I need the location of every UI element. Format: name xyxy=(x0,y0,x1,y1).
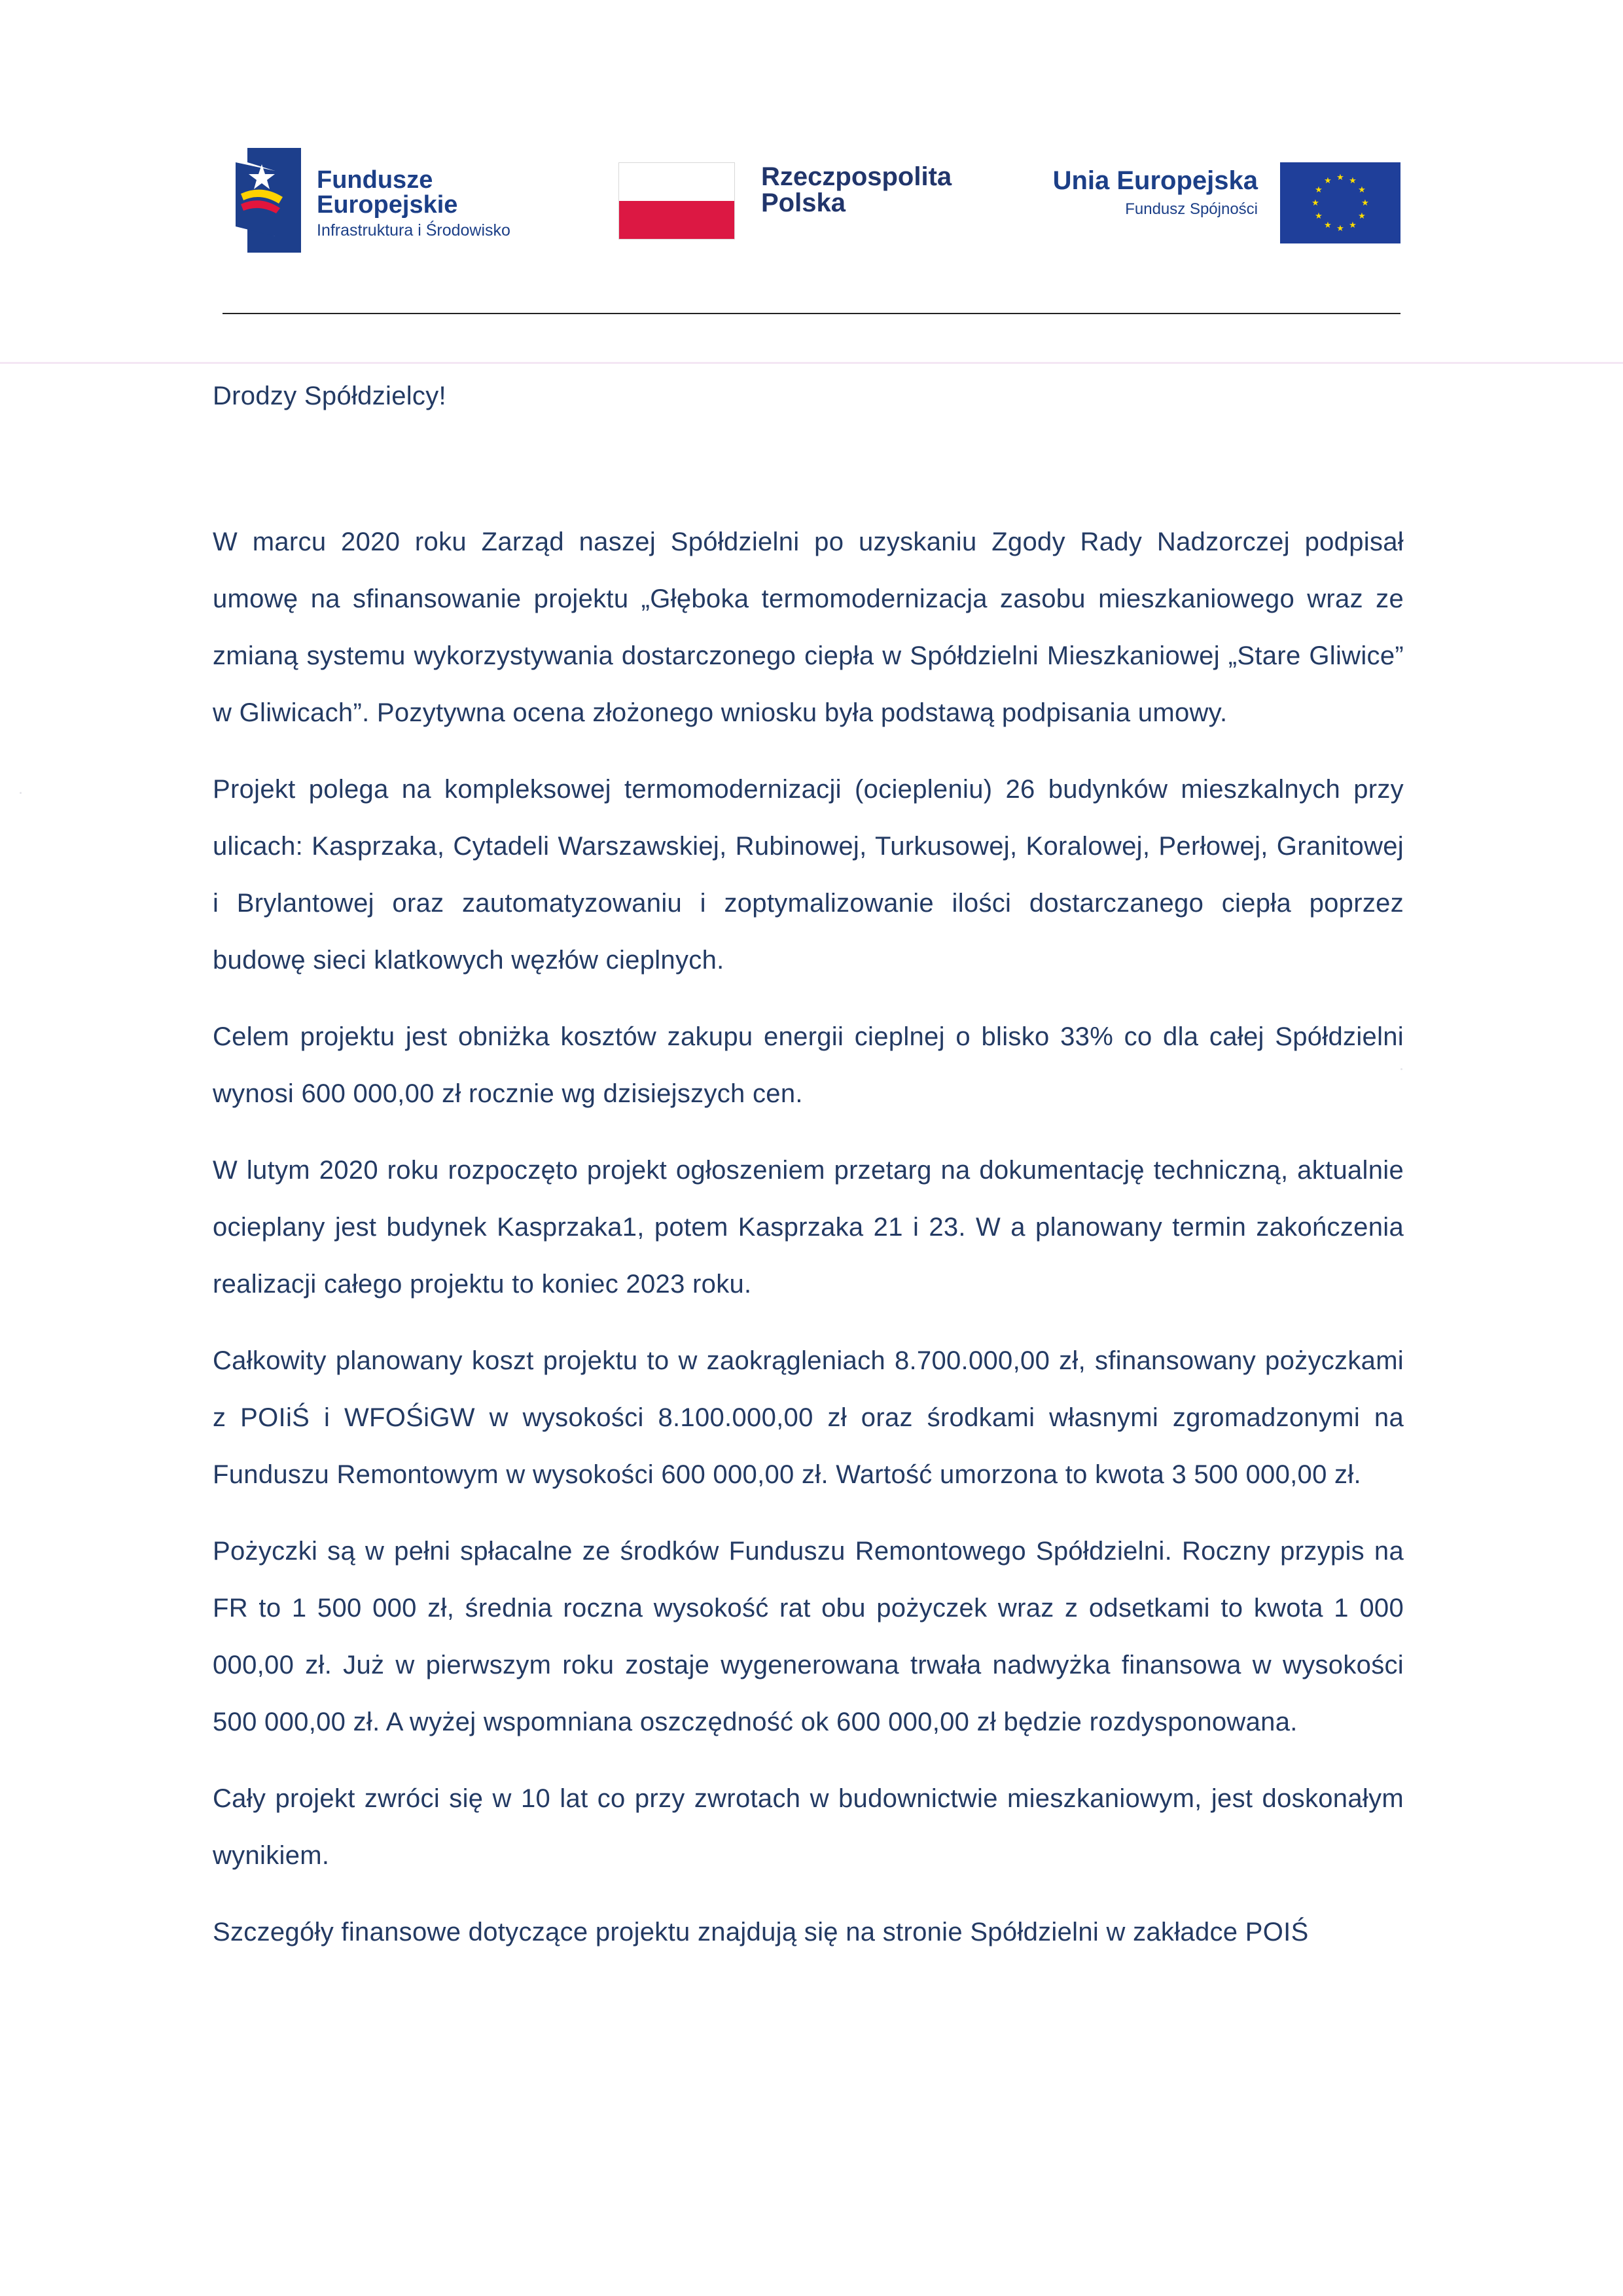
paragraph-details: Szczegóły finansowe dotyczące projektu znajdują się na stronie Spółdzielni w zakładce POIŚ xyxy=(213,1918,1309,1946)
paragraph-project-scope: Projekt polega na kompleksowej termomodernizacji (ociepleniu) 26 budynków mieszkalnych przy ulicach: Kasprzaka, Cytadeli Warszawskiej, Rubinowej, Turkusowej, Koralowej, Perłowej, Granitowej i Brylantowej oraz zautomatyzowaniu i zoptymalizowanie ilości dostarczanego ciepła poprzez budowę sieci klatkowych węzłów cieplnych. xyxy=(213,775,1404,975)
letter-body xyxy=(213,376,1404,1961)
fundusze-europejskie-emblem-icon xyxy=(236,148,308,253)
svg-text:★: ★ xyxy=(1324,221,1332,230)
unia-title: Unia Europejska xyxy=(1052,166,1258,195)
svg-text:★: ★ xyxy=(1315,211,1323,221)
svg-text:★: ★ xyxy=(1311,198,1319,208)
fundusze-line1: Fundusze xyxy=(317,166,433,194)
fundusze-program: Infrastruktura i Środowisko xyxy=(317,221,510,240)
polish-flag-icon xyxy=(618,162,735,240)
scan-artifact-line xyxy=(0,362,1623,364)
fundusze-line2: Europejskie xyxy=(317,191,458,219)
eu-flag-icon xyxy=(1280,162,1400,243)
paragraph-loans: Pożyczki są w pełni spłacalne ze środków Funduszu Remontowego Spółdzielni. Roczny przypis na FR to 1 500 000 zł, średnia roczna wysokość rat obu pożyczek wraz z odsetkami to kwota 1 000 000,00 zł. Już w pierwszym roku zostaje wygenerowana trwała nadwyżka finansowa w wysokości 500 000,00 zł. A wyżej wspomniana oszczędność ok 600 000,00 zł będzie rozdysponowana. xyxy=(213,1537,1404,1736)
unia-europejska-logo xyxy=(1034,162,1400,254)
fundusze-europejskie-logo xyxy=(236,148,576,259)
unia-subtitle: Fundusz Spójności xyxy=(1125,200,1258,218)
rzeczpospolita-polska-logo xyxy=(618,162,1024,254)
logo-bar xyxy=(236,144,1400,262)
svg-text:★: ★ xyxy=(1324,176,1332,186)
paragraph-total-cost: Całkowity planowany koszt projektu to w zaokrągleniach 8.700.000,00 zł, sfinansowany pożyczkami z POIiŚ i WFOŚiGW w wysokości 8.100.000,00 zł oraz środkami własnymi zgromadzonymi na Funduszu Remontowym w wysokości 600 000,00 zł. Wartość umorzona to kwota 3 500 000,00 zł. xyxy=(213,1346,1404,1489)
rzeczpospolita-line2: Polska xyxy=(761,188,846,217)
svg-text:★: ★ xyxy=(1349,176,1357,186)
svg-text:★: ★ xyxy=(1336,173,1344,183)
svg-text:★: ★ xyxy=(1349,221,1357,230)
svg-text:★: ★ xyxy=(1358,185,1366,195)
paragraph-agreement: W marcu 2020 roku Zarząd naszej Spółdzielni po uzyskaniu Zgody Rady Nadzorczej podpisał umowę na sfinansowanie projektu „Głęboka termomodernizacja zasobu mieszkaniowego wraz ze zmianą systemu wykorzystywania dostarczonego ciepła w Spółdzielni Mieszkaniowej „Stare Gliwice” w Gliwicach”. Pozytywna ocena złożonego wniosku była podstawą podpisania umowy. xyxy=(213,528,1404,727)
svg-text:★: ★ xyxy=(1336,224,1344,234)
salutation: Drodzy Spółdzielcy! xyxy=(213,382,446,410)
svg-text:★: ★ xyxy=(1358,211,1366,221)
scan-artifact-dot xyxy=(20,792,22,794)
header-divider xyxy=(223,313,1400,314)
rzeczpospolita-line1: Rzeczpospolita xyxy=(761,162,952,191)
paragraph-payback: Cały projekt zwróci się w 10 lat co przy zwrotach w budownictwie mieszkaniowym, jest doskonałym wynikiem. xyxy=(213,1784,1404,1870)
paragraph-timeline: W lutym 2020 roku rozpoczęto projekt ogłoszeniem przetarg na dokumentację techniczną, aktualnie ocieplany jest budynek Kasprzaka1, potem Kasprzaka 21 i 23. W a planowany termin zakończenia realizacji całego projektu to koniec 2023 roku. xyxy=(213,1156,1404,1299)
paragraph-project-goal: Celem projektu jest obniżka kosztów zakupu energii cieplnej o blisko 33% co dla całej Spółdzielni wynosi 600 000,00 zł rocznie wg dzisiejszych cen. xyxy=(213,1022,1404,1108)
svg-text:★: ★ xyxy=(1315,185,1323,195)
svg-text:★: ★ xyxy=(1361,198,1369,208)
